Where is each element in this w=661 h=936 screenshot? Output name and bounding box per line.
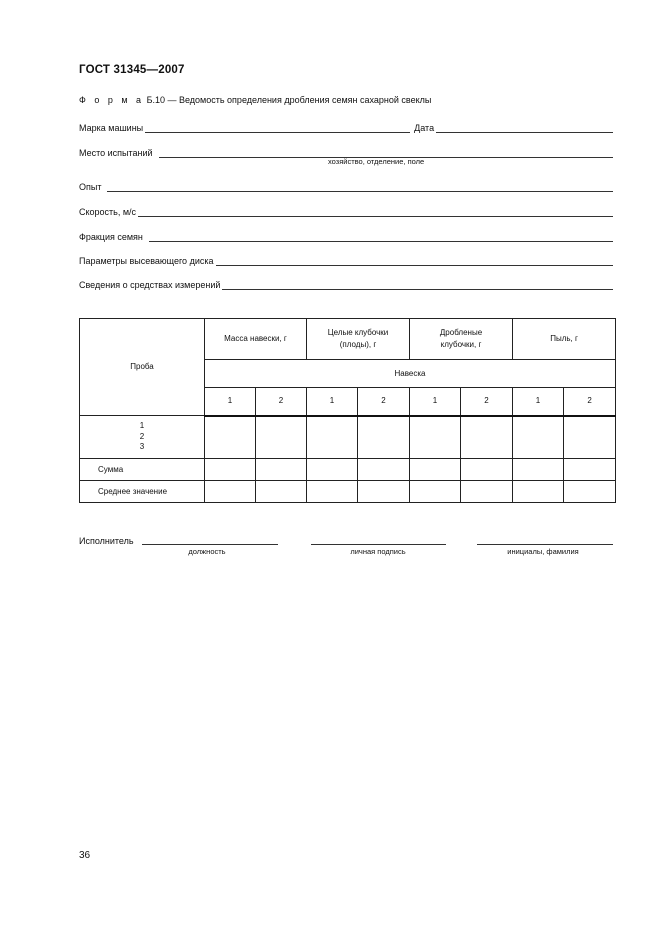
date-label: Дата — [414, 123, 435, 133]
sub-col: 1 — [307, 388, 358, 416]
position-field[interactable] — [142, 544, 278, 545]
form-title — [79, 95, 431, 105]
speed-label: Скорость, м/с — [79, 207, 137, 217]
test-place-hint: хозяйство, отделение, поле — [328, 157, 425, 166]
machine-brand-label: Марка машины — [79, 123, 144, 133]
sub-col: 1 — [205, 388, 256, 416]
table-cell[interactable] — [564, 459, 616, 481]
table-cell[interactable] — [358, 481, 410, 503]
table-cell[interactable] — [205, 416, 256, 459]
data-table — [79, 318, 616, 503]
sample-number: 1 — [139, 421, 145, 431]
experiment-field[interactable] — [107, 182, 613, 192]
table-cell[interactable] — [513, 416, 564, 459]
table-cell[interactable] — [307, 416, 358, 459]
table-cell[interactable] — [564, 481, 616, 503]
seed-fraction-field[interactable] — [149, 232, 613, 242]
machine-brand-field[interactable] — [145, 123, 410, 133]
group-header-crushed — [410, 319, 513, 360]
machine-brand-row — [79, 119, 613, 133]
sum-label: Сумма — [80, 459, 205, 481]
signature-field[interactable] — [311, 544, 446, 545]
seeding-disc-label: Параметры высевающего диска — [79, 256, 214, 266]
table-cell[interactable] — [205, 481, 256, 503]
form-number: Б.10 — — [144, 95, 179, 105]
seeding-disc-row — [79, 252, 613, 266]
experiment-label: Опыт — [79, 182, 102, 192]
form-title-text: Ведомость определения дробления семян сахарной свеклы — [178, 95, 432, 105]
signature-row — [79, 534, 613, 546]
table-cell[interactable] — [205, 459, 256, 481]
measuring-instruments-row — [79, 276, 613, 290]
sub-col: 2 — [358, 388, 410, 416]
sub-col: 2 — [461, 388, 513, 416]
sub-col: 2 — [256, 388, 307, 416]
experiment-row — [79, 178, 613, 192]
table-cell[interactable] — [307, 459, 358, 481]
executor-label: Исполнитель — [79, 536, 134, 546]
table-cell[interactable] — [410, 459, 461, 481]
test-place-label: Место испытаний — [79, 148, 153, 158]
name-field[interactable] — [477, 544, 613, 545]
speed-row — [79, 203, 613, 217]
measuring-instruments-field[interactable] — [222, 280, 613, 290]
table-cell[interactable] — [461, 459, 513, 481]
seed-fraction-row — [79, 228, 613, 242]
measuring-instruments-label: Сведения о средствах измерений — [79, 280, 221, 290]
table-cell[interactable] — [307, 481, 358, 503]
group-header-mass: Масса навески, г — [205, 319, 307, 360]
table-cell[interactable] — [256, 459, 307, 481]
table-cell[interactable] — [461, 416, 513, 459]
seed-fraction-label: Фракция семян — [79, 232, 143, 242]
table-cell[interactable] — [256, 416, 307, 459]
seeding-disc-field[interactable] — [216, 256, 614, 266]
sub-col: 2 — [564, 388, 616, 416]
signature-caption: личная подпись — [350, 547, 406, 556]
form-prefix: Ф о р м а — [79, 95, 145, 105]
group-header-whole-text: Целые клубочки (плоды), г — [327, 328, 389, 349]
table-cell[interactable] — [513, 459, 564, 481]
table-cell[interactable] — [410, 416, 461, 459]
group-header-dust: Пыль, г — [513, 319, 616, 360]
date-field[interactable] — [436, 123, 613, 133]
table-cell[interactable] — [461, 481, 513, 503]
table-cell[interactable] — [358, 459, 410, 481]
speed-field[interactable] — [138, 207, 613, 217]
group-header-whole — [307, 319, 410, 360]
name-caption: инициалы, фамилия — [507, 547, 579, 556]
table-cell[interactable] — [513, 481, 564, 503]
group-header-crushed-text: Дробленые клубочки, г — [439, 328, 483, 349]
table-cell[interactable] — [410, 481, 461, 503]
table-cell[interactable] — [358, 416, 410, 459]
test-place-row — [79, 144, 613, 158]
sub-col: 1 — [410, 388, 461, 416]
page-number: 36 — [79, 850, 91, 861]
position-caption: должность — [188, 547, 226, 556]
table-cell[interactable] — [564, 416, 616, 459]
document-header: ГОСТ 31345—2007 — [79, 64, 185, 76]
table-cell[interactable] — [256, 481, 307, 503]
sample-header: Проба — [80, 319, 205, 416]
sub-col: 1 — [513, 388, 564, 416]
sample-number: 3 — [139, 442, 145, 452]
subheader-naveska: Навеска — [205, 360, 616, 388]
average-label: Среднее значение — [80, 481, 205, 503]
sample-number: 2 — [139, 431, 145, 441]
samples-cell — [80, 416, 205, 459]
